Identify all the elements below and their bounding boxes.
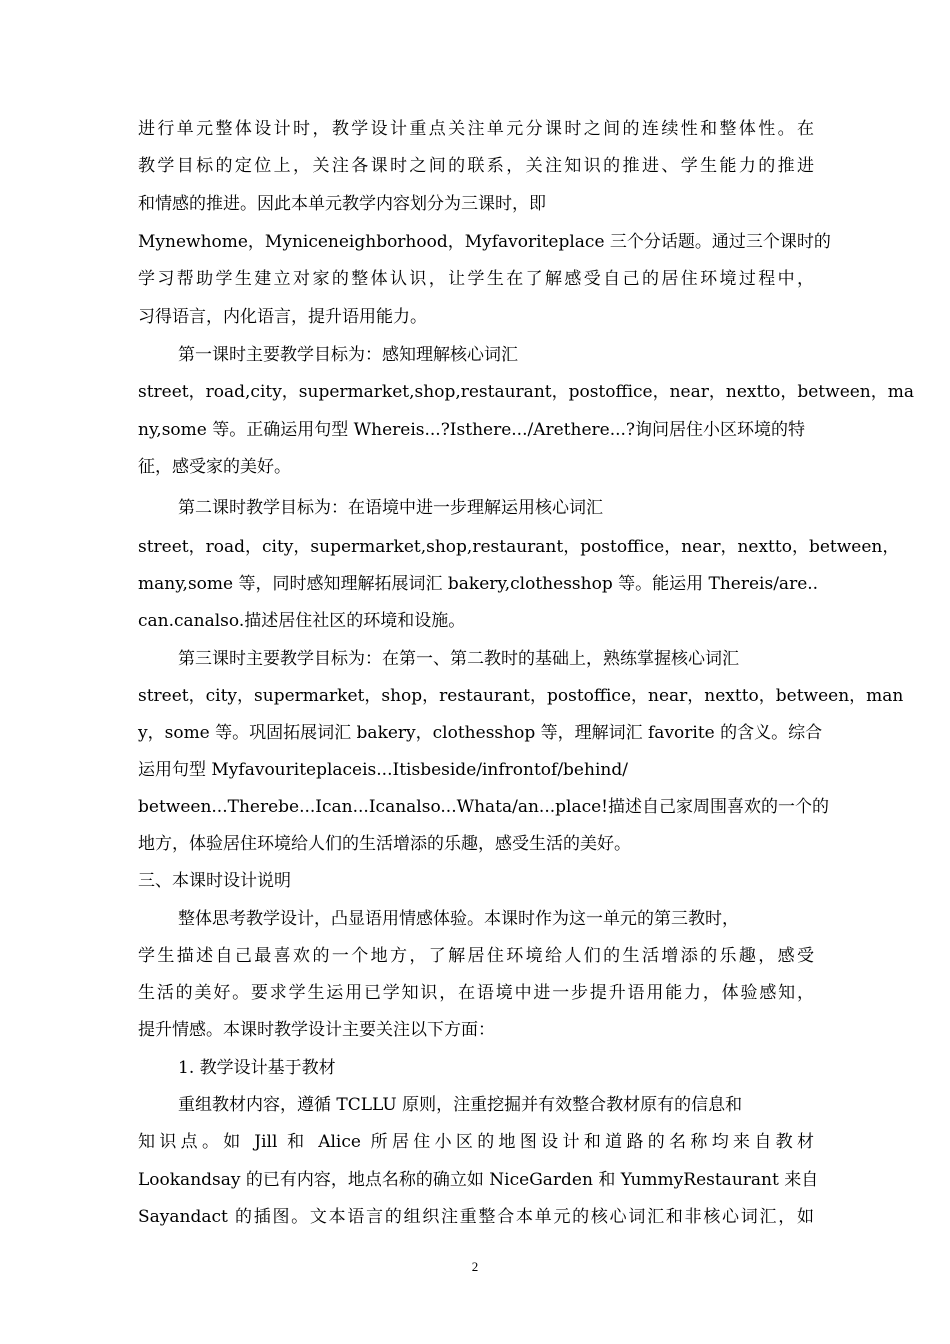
paragraph-start: 第三课时主要教学目标为：在第一、第二教时的基础上，熟练掌握核心词汇 — [178, 649, 739, 669]
text-line: between...Therebe...Ican...Icanalso...Whata/an...place!描述自己家周围喜欢的一个的 — [138, 797, 830, 817]
text-line: 学习帮助学生建立对家的整体认识，让学生在了解感受自己的居住环境过程中， — [138, 269, 814, 289]
text-line: Sayandact 的插图。文本语言的组织注重整合本单元的核心词汇和非核心词汇，如 — [138, 1207, 814, 1227]
text-line: can.canalso.描述居住社区的环境和设施。 — [138, 611, 466, 631]
page-number: 2 — [471, 1259, 479, 1274]
text-line: 进行单元整体设计时，教学设计重点关注单元分课时之间的连续性和整体性。在 — [138, 119, 814, 139]
text-line: 征，感受家的美好。 — [138, 457, 291, 477]
paragraph-start: 第一课时主要教学目标为：感知理解核心词汇 — [178, 345, 518, 365]
text-line: 习得语言，内化语言，提升语用能力。 — [138, 307, 427, 327]
text-line: 知识点。如 Jill 和 Alice 所居住小区的地图设计和道路的名称均来自教材 — [138, 1132, 814, 1152]
text-line: 教学目标的定位上，关注各课时之间的联系，关注知识的推进、学生能力的推进 — [138, 156, 814, 176]
text-line: street，city，supermarket，shop，restaurant，postoffice，near，nextto，between，man — [138, 686, 904, 706]
text-line: 运用句型 Myfavouriteplaceis...Itisbeside/infrontof/behind/ — [138, 760, 628, 780]
text-line: 地方，体验居住环境给人们的生活增添的乐趣，感受生活的美好。 — [138, 834, 631, 854]
paragraph-start: 第二课时教学目标为：在语境中进一步理解运用核心词汇 — [178, 498, 603, 518]
text-line: 学生描述自己最喜欢的一个地方，了解居住环境给人们的生活增添的乐趣，感受 — [138, 946, 814, 966]
text-line: 提升情感。本课时教学设计主要关注以下方面： — [138, 1020, 495, 1040]
text-line: Mynewhome，Myniceneighborhood，Myfavoriteplace 三个分话题。通过三个课时的 — [138, 232, 831, 252]
subsection-heading: 1. 教学设计基于教材 — [178, 1058, 336, 1078]
text-line: Lookandsay 的已有内容，地点名称的确立如 NiceGarden 和 YummyRestaurant 来自 — [138, 1170, 819, 1190]
paragraph-start: 整体思考教学设计，凸显语用情感体验。本课时作为这一单元的第三教时， — [178, 909, 739, 929]
text-line: y，some 等。巩固拓展词汇 bakery，clothesshop 等，理解词汇 favorite 的含义。综合 — [138, 723, 823, 743]
section-heading: 三、本课时设计说明 — [138, 871, 291, 891]
paragraph-start: 重组教材内容，遵循 TCLLU 原则，注重挖掘并有效整合教材原有的信息和 — [178, 1095, 743, 1115]
text-line: street，road,city，supermarket,shop,restaurant，postoffice，near，nextto，between，ma — [138, 382, 915, 402]
text-line: 和情感的推进。因此本单元教学内容划分为三课时，即 — [138, 194, 546, 214]
text-line: ny,some 等。正确运用句型 Whereis...?Isthere.../Arethere...?询问居住小区环境的特 — [138, 420, 806, 440]
text-line: many,some 等，同时感知理解拓展词汇 bakery,clothesshop 等。能运用 Thereis/are.. — [138, 574, 819, 594]
text-line: 生活的美好。要求学生运用已学知识，在语境中进一步提升语用能力，体验感知， — [138, 983, 814, 1003]
text-line: street，road，city，supermarket,shop,restaurant，postoffice，near，nextto，between， — [138, 537, 900, 557]
